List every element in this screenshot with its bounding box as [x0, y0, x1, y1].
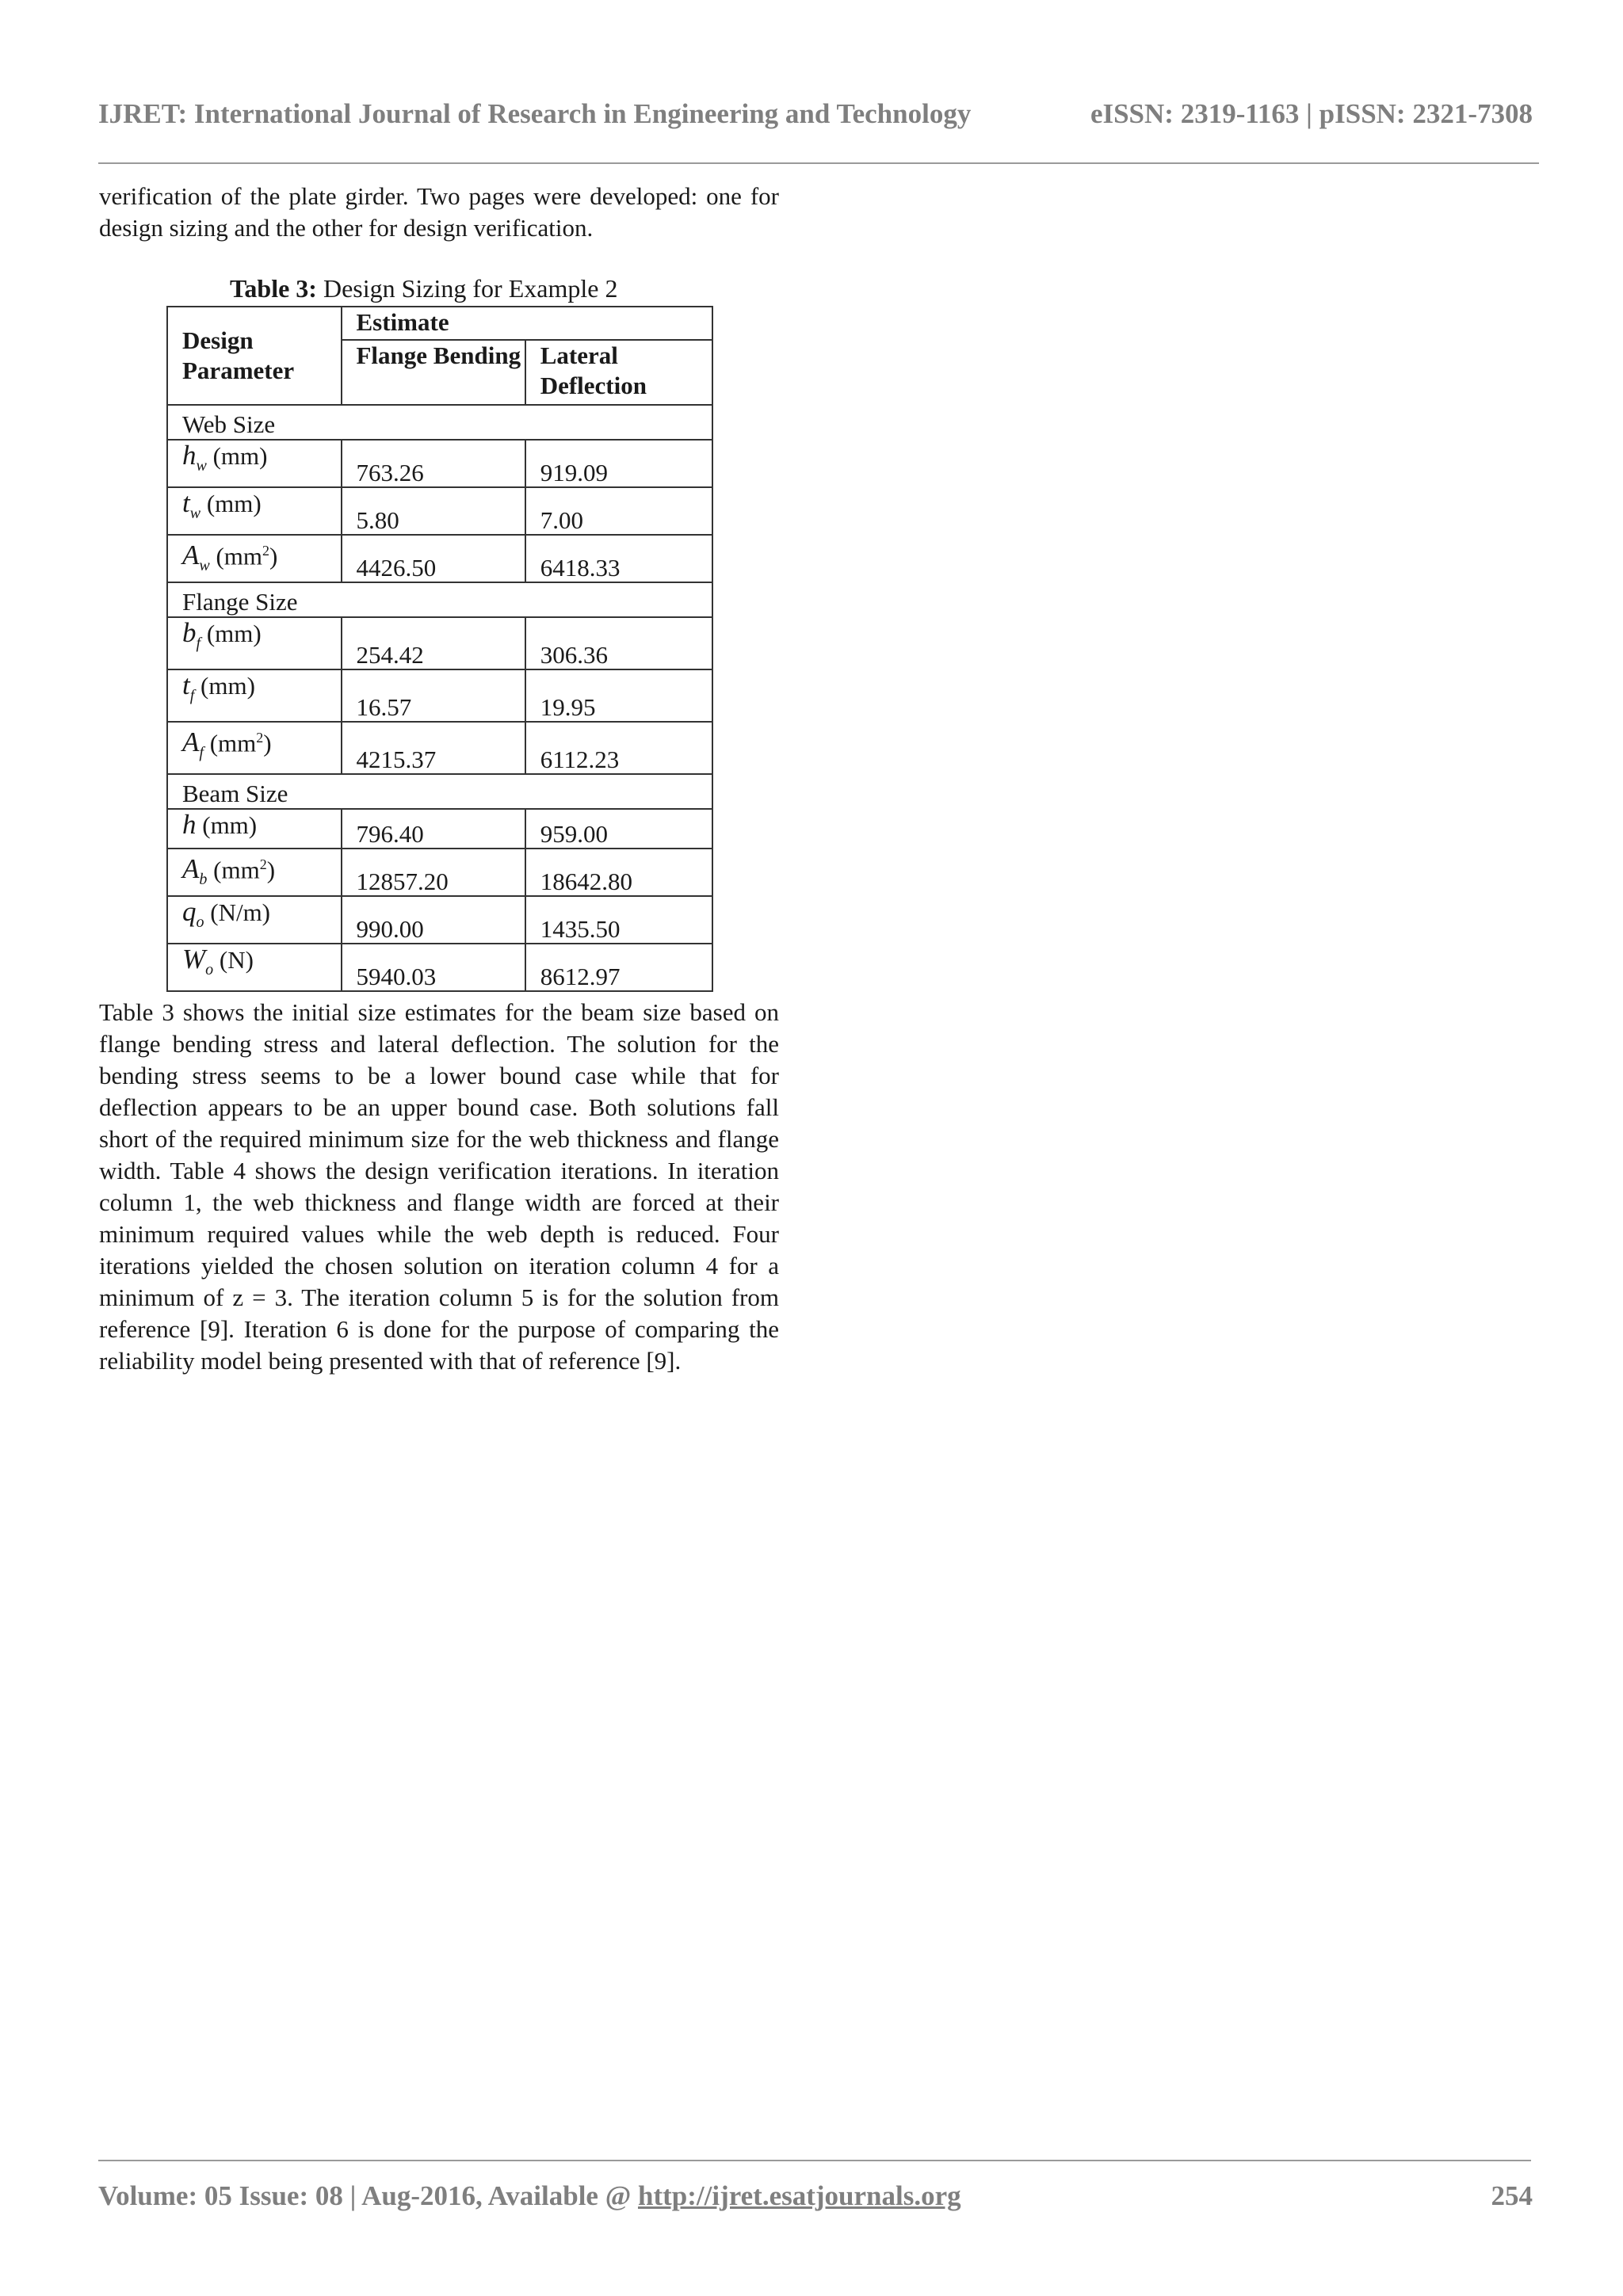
lateral-deflection-value: 6112.23 [525, 722, 712, 774]
flange-bending-value: 4215.37 [342, 722, 525, 774]
parameter-symbol [182, 540, 210, 575]
symbol-subscript: f [189, 687, 195, 704]
parameter-unit: (mm) [200, 620, 262, 647]
parameter-symbol [182, 440, 207, 475]
lateral-deflection-value: 8612.97 [525, 944, 712, 991]
parameter-unit: (mm) [196, 811, 258, 839]
section-title: Beam Size [167, 774, 712, 809]
symbol-letter: h [182, 809, 197, 840]
symbol-subscript: b [199, 871, 208, 889]
parameter-cell [167, 896, 342, 944]
footer-divider [98, 2160, 1531, 2161]
header-flange-bending: Flange Bending [342, 340, 525, 405]
unit-close: ) [263, 729, 272, 757]
table-caption-label: Table 3: [230, 274, 317, 303]
header-divider [98, 162, 1539, 164]
parameter-unit: (mm [203, 729, 257, 757]
table-row [167, 617, 712, 669]
parameter-unit: (N/m) [204, 898, 271, 926]
lateral-deflection-value: 1435.50 [525, 896, 712, 944]
table-row [167, 722, 712, 774]
unit-superscript: 2 [262, 543, 270, 559]
intro-paragraph: verification of the plate girder. Two pages were developed: one for design sizing and the other for design verification. [99, 182, 779, 242]
table-body [167, 405, 712, 991]
symbol-letter: A [182, 727, 200, 758]
unit-close: ) [266, 856, 276, 884]
parameter-symbol [182, 853, 208, 889]
volume-text: Volume: 05 Issue: 08 | Aug-2016, Available @ [98, 2180, 639, 2211]
symbol-letter: b [182, 617, 197, 648]
page-number: 254 [1491, 2180, 1533, 2211]
parameter-unit: (N) [213, 946, 254, 974]
header-lateral-deflection: Lateral Deflection [525, 340, 712, 405]
section-row [167, 405, 712, 440]
lateral-deflection-value: 306.36 [525, 617, 712, 669]
flange-bending-value: 990.00 [342, 896, 525, 944]
header-estimate: Estimate [342, 307, 713, 340]
symbol-subscript: o [196, 913, 204, 931]
parameter-symbol [182, 944, 214, 978]
issn-info: eISSN: 2319-1163 | pISSN: 2321-7308 [1090, 98, 1533, 129]
parameter-unit: (mm [207, 856, 260, 884]
volume-info [98, 2180, 961, 2212]
symbol-letter: A [182, 540, 200, 571]
table-row [167, 896, 712, 944]
lateral-deflection-value: 919.09 [525, 440, 712, 487]
table-row [167, 440, 712, 487]
symbol-subscript: f [196, 635, 201, 652]
flange-bending-value: 5.80 [342, 487, 525, 535]
flange-bending-value: 5940.03 [342, 944, 525, 991]
section-title: Flange Size [167, 582, 712, 617]
lateral-deflection-value: 18642.80 [525, 849, 712, 896]
table-row [167, 849, 712, 896]
table-caption [230, 274, 617, 303]
parameter-symbol [182, 809, 197, 840]
parameter-cell [167, 617, 342, 669]
section-row [167, 582, 712, 617]
symbol-letter: A [182, 853, 200, 885]
flange-bending-value: 4426.50 [342, 535, 525, 582]
symbol-letter: t [182, 669, 190, 700]
symbol-letter: t [182, 487, 190, 518]
table-row [167, 944, 712, 991]
table-caption-text: Design Sizing for Example 2 [316, 274, 618, 303]
parameter-cell [167, 944, 342, 991]
parameter-cell [167, 849, 342, 896]
symbol-subscript: f [199, 744, 204, 762]
lateral-deflection-value: 7.00 [525, 487, 712, 535]
parameter-cell [167, 440, 342, 487]
lateral-deflection-value: 19.95 [525, 669, 712, 722]
journal-title: IJRET: International Journal of Research in Engineering and Technology [98, 98, 972, 129]
parameter-unit: (mm) [206, 442, 268, 470]
table-row [167, 809, 712, 849]
parameter-cell [167, 809, 342, 849]
lateral-deflection-value: 6418.33 [525, 535, 712, 582]
body-paragraph: Table 3 shows the initial size estimates for the beam size based on flange bending stress and lateral deflection. The solution for the bending stress seems to be a lower bound case while that for deflection appears to be an upper bound case. Both solutions fall short of the required minimum size for the web thickness and flange width. Table 4 shows the design verification iterations. In iteration column 1, the web thickness and flange width are forced at their minimum required values while the web depth is reduced. Four iterations yielded the chosen solution on iteration column 4 for a minimum of z = 3. The iteration column 5 is for the solution from reference [9]. Iteration 6 is done for the purpose of comparing the reliability model being presented with that of reference [9]. [99, 998, 779, 1375]
unit-superscript: 2 [259, 856, 267, 872]
flange-bending-value: 12857.20 [342, 849, 525, 896]
parameter-cell [167, 669, 342, 722]
parameter-symbol [182, 487, 201, 522]
table-row [167, 669, 712, 722]
lateral-deflection-value: 959.00 [525, 809, 712, 849]
symbol-letter: W [182, 944, 206, 974]
table-row [167, 487, 712, 535]
symbol-subscript: w [189, 505, 201, 522]
table-row [167, 535, 712, 582]
flange-bending-value: 763.26 [342, 440, 525, 487]
parameter-unit: (mm) [194, 672, 255, 700]
flange-bending-value: 796.40 [342, 809, 525, 849]
parameter-symbol [182, 727, 204, 762]
section-title: Web Size [167, 405, 712, 440]
parameter-unit: (mm [209, 542, 263, 570]
parameter-symbol [182, 669, 195, 704]
symbol-letter: h [182, 440, 197, 471]
parameter-cell [167, 487, 342, 535]
unit-close: ) [269, 542, 278, 570]
design-sizing-table [166, 306, 713, 992]
symbol-subscript: o [205, 961, 214, 978]
parameter-symbol [182, 896, 204, 931]
symbol-letter: q [182, 896, 197, 927]
parameter-cell [167, 722, 342, 774]
journal-link[interactable]: http://ijret.esatjournals.org [638, 2180, 961, 2211]
parameter-symbol [182, 617, 201, 652]
symbol-subscript: w [199, 557, 210, 575]
header-design-parameter: Design Parameter [167, 307, 342, 405]
unit-superscript: 2 [256, 730, 264, 746]
symbol-subscript: w [196, 457, 207, 475]
parameter-cell [167, 535, 342, 582]
section-row [167, 774, 712, 809]
flange-bending-value: 254.42 [342, 617, 525, 669]
parameter-unit: (mm) [200, 490, 262, 517]
flange-bending-value: 16.57 [342, 669, 525, 722]
